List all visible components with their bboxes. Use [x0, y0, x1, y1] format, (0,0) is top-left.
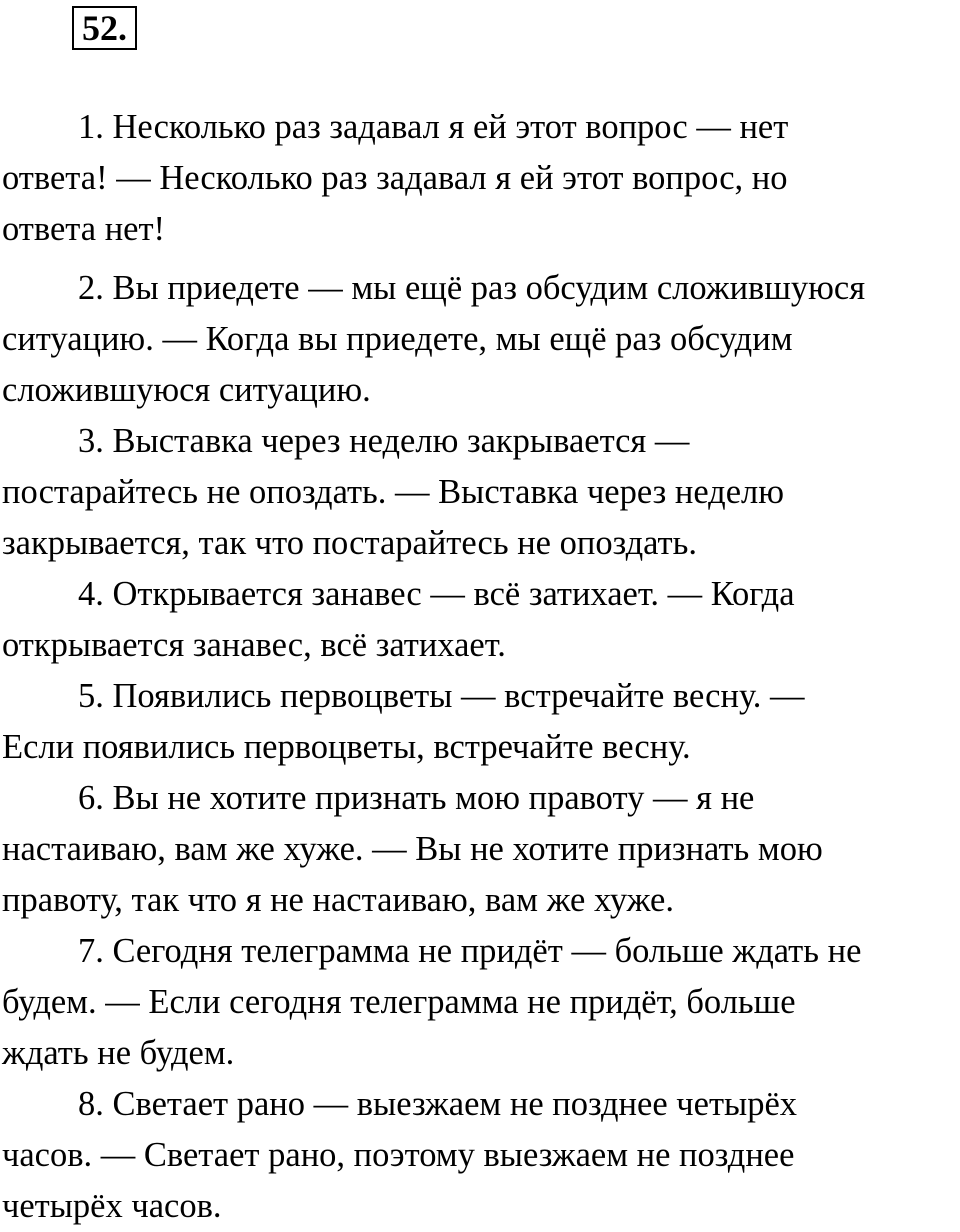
list-item-8 [2, 1079, 958, 1232]
list-item-3 [2, 416, 958, 569]
list-item-1 [2, 102, 958, 255]
item-1-line-1: 1. Несколько раз задавал я ей этот вопрос — нет [78, 108, 789, 146]
item-3-line-3: закрывается, так что постарайтесь не опоздать. [2, 524, 697, 562]
item-5-line-2: Если появились первоцветы, встречайте весну. [2, 728, 691, 766]
item-6-line-3: правоту, так что я не настаиваю, вам же хуже. [2, 881, 674, 919]
list-item-2 [2, 263, 958, 416]
item-2-line-1: 2. Вы приедете — мы ещё раз обсудим сложившуюся [78, 269, 866, 307]
item-1-line-2: ответа! — Несколько раз задавал я ей этот вопрос, но [2, 159, 788, 197]
list-item-4 [2, 569, 958, 671]
item-3-line-2: постарайтесь не опоздать. — Выставка через неделю [2, 473, 785, 511]
item-2-line-2: ситуацию. — Когда вы приедете, мы ещё раз обсудим [2, 320, 793, 358]
sentence-list [2, 102, 958, 1232]
item-3-line-1: 3. Выставка через неделю закрывается — [78, 422, 690, 460]
item-7-line-3: ждать не будем. [2, 1034, 235, 1072]
item-7-line-1: 7. Сегодня телеграмма не придёт — больше ждать не [78, 932, 862, 970]
item-6-line-2: настаиваю, вам же хуже. — Вы не хотите признать мою [2, 830, 823, 868]
exercise-number: 52. [72, 6, 137, 50]
item-2-line-3: сложившуюся ситуацию. [2, 371, 371, 409]
item-8-line-1: 8. Светает рано — выезжаем не позднее четырёх [78, 1085, 798, 1123]
list-item-6 [2, 773, 958, 926]
item-4-line-2: открывается занавес, всё затихает. [2, 626, 506, 664]
item-1-line-3: ответа нет! [2, 210, 166, 248]
item-6-line-1: 6. Вы не хотите признать мою правоту — я не [78, 779, 755, 817]
list-item-7 [2, 926, 958, 1079]
item-4-line-1: 4. Открывается занавес — всё затихает. — Когда [78, 575, 795, 613]
list-item-5 [2, 671, 958, 773]
item-8-line-3: четырёх часов. [2, 1187, 222, 1225]
item-8-line-2: часов. — Светает рано, поэтому выезжаем не позднее [2, 1136, 795, 1174]
item-5-line-1: 5. Появились первоцветы — встречайте весну. — [78, 677, 805, 715]
item-7-line-2: будем. — Если сегодня телеграмма не придёт, больше [2, 983, 796, 1021]
